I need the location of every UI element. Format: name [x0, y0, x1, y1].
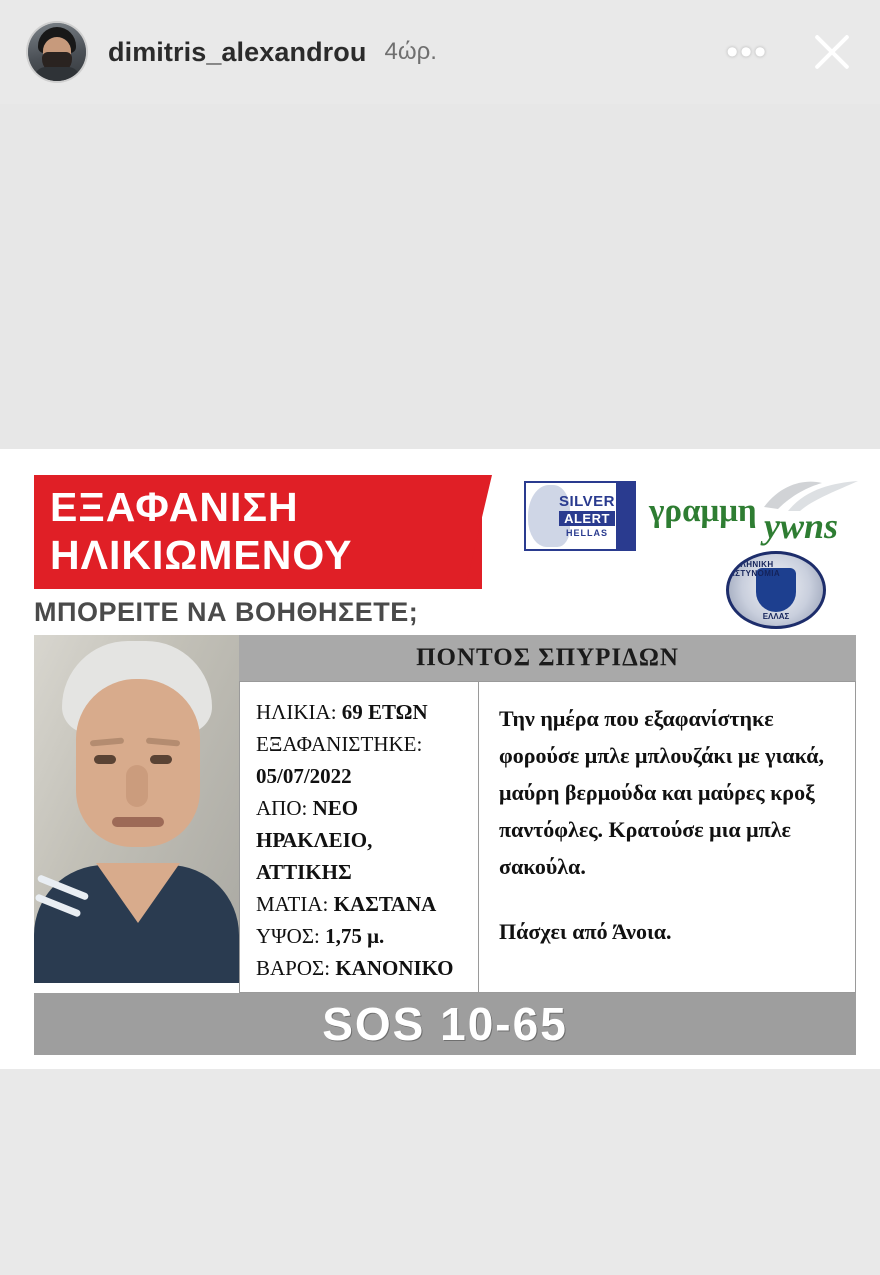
grammi-logo-script: ywns [764, 506, 839, 546]
detail-value: ΚΑΝΟΝΙΚΟ [335, 956, 454, 980]
poster-info-column [239, 635, 479, 993]
headline-subtitle: ΜΠΟΡΕΙΤΕ ΝΑ ΒΟΗΘΗΣΕΤΕ; [34, 597, 419, 627]
silver-alert-line-1: SILVER [558, 493, 616, 510]
detail-label: ΗΛΙΚΙΑ: [256, 700, 337, 724]
police-badge-bottom-text: ΕΛΛΑΣ [762, 612, 790, 621]
person-name-bar: ΠΟΝΤΟΣ ΣΠΥΡΙΔΩΝ [239, 635, 856, 681]
silver-alert-accent-bar [616, 483, 634, 549]
poster-banner-row [34, 475, 856, 635]
headline-tail-shape [466, 475, 492, 585]
poster-banner-left [34, 475, 494, 628]
detail-label: ΥΨΟΣ: [256, 924, 320, 948]
avatar-ring[interactable] [26, 21, 88, 83]
detail-label: ΒΑΡΟΣ: [256, 956, 331, 980]
story-timestamp: 4ώρ. [384, 38, 437, 65]
detail-label: ΕΞΑΦΑΝΙΣΤΗΚΕ: [256, 732, 423, 756]
sos-number: SOS 10-65 [322, 998, 568, 1050]
grammi-logo-text: γραμμη [649, 493, 757, 529]
missing-person-photo [34, 635, 239, 983]
silver-alert-logo [524, 481, 636, 551]
description-secondary-text: Πάσχει από Άνοια. [499, 919, 672, 944]
detail-value: 1,75 μ. [325, 924, 385, 948]
story-background-bottom [0, 1069, 880, 1275]
detail-row [256, 888, 478, 920]
detail-label: ΜΑΤΙΑ: [256, 892, 329, 916]
detail-row [256, 792, 478, 856]
photo-eye-left [94, 755, 116, 764]
detail-value: ΝΕΟ ΗΡΑΚΛΕΙΟ, [256, 796, 373, 852]
missing-person-poster [34, 475, 856, 1055]
hellenic-police-badge [726, 551, 826, 629]
detail-row [256, 920, 478, 952]
detail-row [256, 952, 478, 984]
silver-alert-line-2: ALERT [559, 511, 615, 526]
photo-nose [126, 765, 148, 807]
detail-value: ΑΤΤΙΚΗΣ [256, 860, 352, 884]
sos-bar [34, 993, 856, 1055]
detail-value: ΚΑΣΤΑΝΑ [333, 892, 437, 916]
poster-description-column [479, 635, 856, 993]
detail-value: 69 ΕΤΩΝ [341, 700, 428, 724]
detail-row [256, 728, 478, 760]
photo-eye-right [150, 755, 172, 764]
detail-row [256, 696, 478, 728]
detail-label: ΑΠΟ: [256, 796, 308, 820]
photo-mouth [112, 817, 164, 827]
avatar[interactable] [28, 23, 86, 81]
person-details-list [239, 681, 479, 993]
header-actions [726, 30, 854, 74]
poster-content-row [34, 635, 856, 993]
story-username[interactable]: dimitris_alexandrou [108, 36, 367, 67]
person-description-box [479, 681, 856, 993]
avatar-body [34, 67, 80, 81]
description-text: Την ημέρα που εξαφανίστηκε φορούσε μπλε μπλουζάκι με γιακά, μαύρη βερμούδα και μαύρες κροξ παντόφλες. Κρατούσε μια μπλε σακούλα. [499, 706, 825, 879]
story-background-top [0, 104, 880, 449]
detail-row [256, 856, 478, 888]
close-icon[interactable] [810, 30, 854, 74]
headline-line-2: ΗΛΙΚΙΩΜΕΝΟΥ [50, 532, 353, 578]
poster-logos [494, 475, 856, 635]
headline-block [34, 475, 482, 589]
silver-alert-line-3: HELLAS [566, 528, 608, 538]
story-header [0, 0, 880, 104]
more-options-icon[interactable]: ••• [726, 33, 768, 71]
police-badge-top-text: ΕΛΛΗΝΙΚΗ ΑΣΤΥΝΟΜΙΑ [729, 560, 781, 578]
detail-row [256, 760, 478, 792]
headline-line-1: ΕΞΑΦΑΝΙΣΗ [50, 484, 299, 530]
detail-value: 05/07/2022 [256, 764, 352, 788]
